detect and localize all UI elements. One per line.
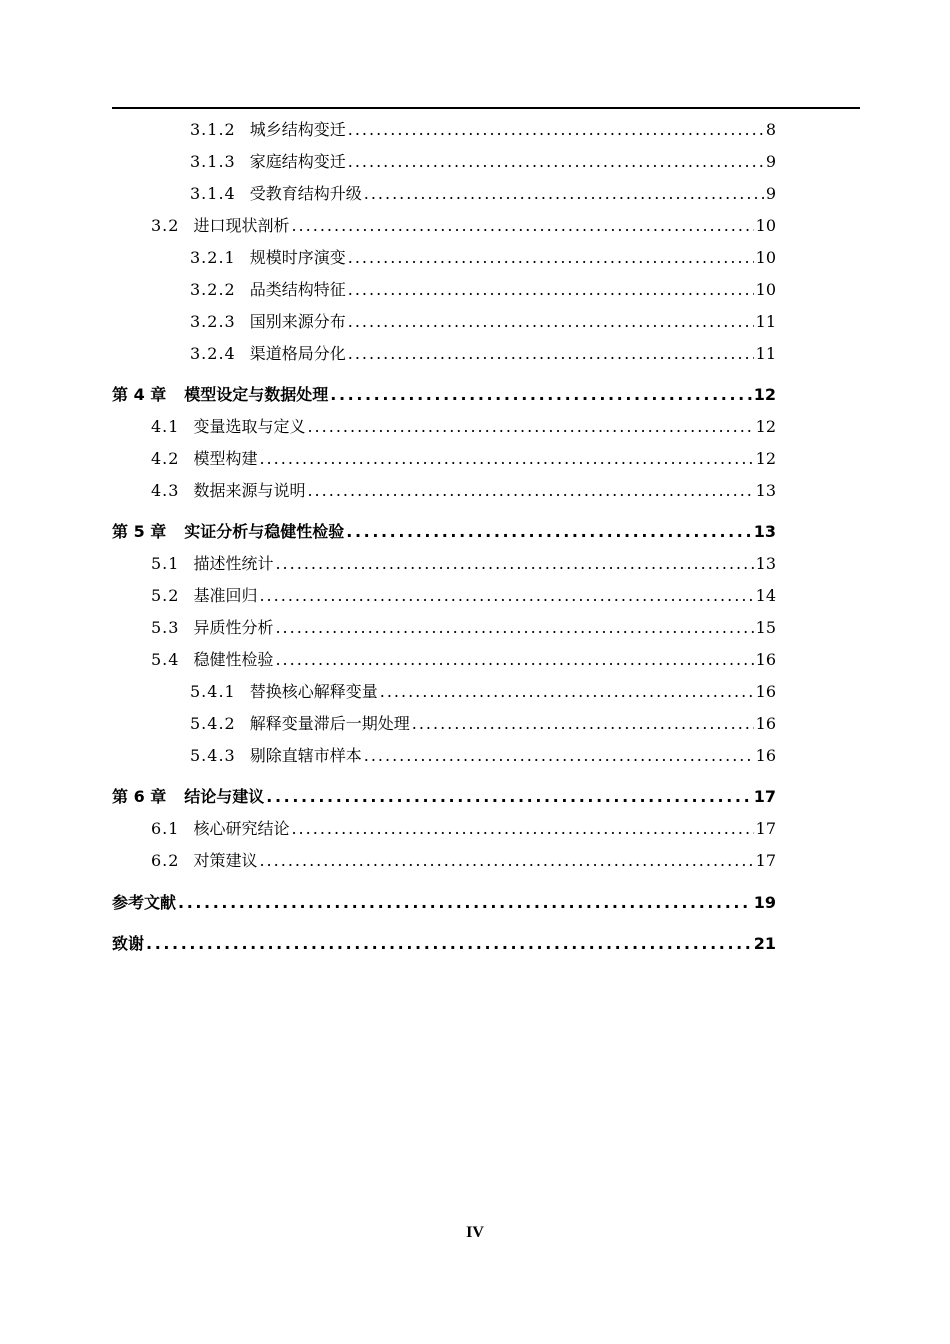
- dot-leader: [330, 383, 751, 407]
- toc-entry-title: 渠道格局分化: [249, 344, 346, 363]
- toc-entry-title: 参考文献: [112, 893, 177, 912]
- toc-entry-3-1-2[interactable]: [190, 118, 776, 142]
- toc-entry-page: 19: [753, 893, 776, 912]
- toc-entry-title: 家庭结构变迁: [249, 152, 346, 171]
- dot-leader: [291, 214, 753, 238]
- toc-entry-number: 第 6 章: [112, 787, 167, 806]
- toc-entry-3-2-3[interactable]: [190, 310, 776, 334]
- toc-entry-title: 数据来源与说明: [193, 481, 306, 500]
- toc-entry-3-2[interactable]: [151, 214, 776, 238]
- dot-leader: [275, 648, 753, 672]
- dot-leader: [307, 415, 753, 439]
- toc-entry-page: 9: [765, 152, 776, 171]
- toc-entry-number: 3.2: [151, 216, 180, 235]
- toc-entry-number: 3.2.2: [190, 280, 236, 299]
- toc-entry-title: 模型设定与数据处理: [184, 385, 329, 404]
- toc-entry-number: 4.2: [151, 449, 180, 468]
- toc-entry-number: 5.4.2: [190, 714, 236, 733]
- toc-entry-title: 剔除直辖市样本: [249, 746, 362, 765]
- toc-entry-page: 17: [753, 787, 776, 806]
- toc-entry-title: 描述性统计: [193, 554, 274, 573]
- dot-leader: [348, 118, 764, 142]
- toc-entry-3-2-2[interactable]: [190, 278, 776, 302]
- toc-entry-title: 受教育结构升级: [249, 184, 362, 203]
- dot-leader: [178, 891, 752, 915]
- toc-entry-number: 6.1: [151, 819, 180, 838]
- toc-entry-page: 10: [755, 248, 776, 267]
- toc-entry-title: 品类结构特征: [249, 280, 346, 299]
- toc-entry-6-2[interactable]: [151, 849, 776, 873]
- toc-entry-page: 13: [755, 481, 776, 500]
- dot-leader: [364, 744, 754, 768]
- toc-entry-number: 5.4: [151, 650, 180, 669]
- toc-entry-3-2-4[interactable]: [190, 342, 776, 366]
- toc-entry-3-1-4[interactable]: [190, 182, 776, 206]
- toc-entry-number: 3.2.3: [190, 312, 236, 331]
- toc-entry-number: 4.3: [151, 481, 180, 500]
- toc-entry-5-3[interactable]: [151, 616, 776, 640]
- toc-entry-page: 10: [755, 280, 776, 299]
- dot-leader: [348, 342, 754, 366]
- toc-entry-page: 13: [753, 522, 776, 541]
- toc-entry-chapter-4[interactable]: [112, 383, 776, 407]
- toc-entry-number: 5.2: [151, 586, 180, 605]
- dot-leader: [348, 246, 754, 270]
- dot-leader: [275, 616, 753, 640]
- dot-leader: [364, 182, 764, 206]
- toc-entry-number: 3.2.1: [190, 248, 236, 267]
- toc-entry-number: 5.1: [151, 554, 180, 573]
- toc-entry-page: 11: [755, 312, 776, 331]
- dot-leader: [348, 310, 754, 334]
- dot-leader: [275, 552, 753, 576]
- toc-entry-4-1[interactable]: [151, 415, 776, 439]
- toc-entry-title: 结论与建议: [184, 787, 265, 806]
- toc-entry-5-4-1[interactable]: [190, 680, 776, 704]
- toc-entry-page: 16: [755, 714, 776, 733]
- toc-entry-title: 致谢: [112, 934, 145, 953]
- dot-leader: [146, 932, 752, 956]
- dot-leader: [266, 785, 751, 809]
- toc-entry-4-2[interactable]: [151, 447, 776, 471]
- toc-entry-page: 21: [753, 934, 776, 953]
- toc-entry-title: 核心研究结论: [193, 819, 290, 838]
- toc-entry-title: 异质性分析: [193, 618, 274, 637]
- toc-entry-page: 10: [755, 216, 776, 235]
- toc-entry-5-4[interactable]: [151, 648, 776, 672]
- toc-entry-number: 3.1.2: [190, 120, 236, 139]
- toc-entry-title: 基准回归: [193, 586, 258, 605]
- dot-leader: [259, 584, 753, 608]
- dot-leader: [259, 447, 753, 471]
- toc-entry-number: 3.1.3: [190, 152, 236, 171]
- dot-leader: [307, 479, 753, 503]
- toc-entry-page: 9: [765, 184, 776, 203]
- dot-leader: [346, 520, 751, 544]
- dot-leader: [259, 849, 753, 873]
- toc-entry-title: 规模时序演变: [249, 248, 346, 267]
- toc-entry-page: 12: [755, 417, 776, 436]
- toc-entry-page: 15: [755, 618, 776, 637]
- toc-entry-3-1-3[interactable]: [190, 150, 776, 174]
- toc-entry-chapter-5[interactable]: [112, 520, 776, 544]
- toc-entry-number: 5.4.1: [190, 682, 236, 701]
- toc-entry-title: 进口现状剖析: [193, 216, 290, 235]
- toc-entry-references[interactable]: [112, 891, 776, 915]
- dot-leader: [291, 817, 753, 841]
- dot-leader: [380, 680, 754, 704]
- toc-entry-number: 6.2: [151, 851, 180, 870]
- toc-entry-5-4-2[interactable]: [190, 712, 776, 736]
- toc-entry-title: 稳健性检验: [193, 650, 274, 669]
- toc-entry-title: 对策建议: [193, 851, 258, 870]
- page-number: IV: [466, 1224, 484, 1241]
- toc-entry-title: 变量选取与定义: [193, 417, 306, 436]
- dot-leader: [412, 712, 754, 736]
- toc-entry-title: 模型构建: [193, 449, 258, 468]
- toc-entry-page: 16: [755, 682, 776, 701]
- toc-entry-title: 替换核心解释变量: [249, 682, 378, 701]
- toc-entry-number: 3.2.4: [190, 344, 236, 363]
- toc-entry-page: 16: [755, 746, 776, 765]
- toc-entry-title: 国别来源分布: [249, 312, 346, 331]
- toc-entry-6-1[interactable]: [151, 817, 776, 841]
- toc-entry-page: 17: [755, 851, 776, 870]
- toc-entry-3-2-1[interactable]: [190, 246, 776, 270]
- toc-entry-title: 城乡结构变迁: [249, 120, 346, 139]
- toc-entry-number: 5.3: [151, 618, 180, 637]
- toc-entry-page: 12: [755, 449, 776, 468]
- toc-entry-5-4-3[interactable]: [190, 744, 776, 768]
- toc-entry-page: 11: [755, 344, 776, 363]
- toc-entry-5-1[interactable]: [151, 552, 776, 576]
- toc-entry-title: 解释变量滞后一期处理: [249, 714, 410, 733]
- dot-leader: [348, 278, 754, 302]
- toc-entry-title: 实证分析与稳健性检验: [184, 522, 345, 541]
- toc-entry-4-3[interactable]: [151, 479, 776, 503]
- dot-leader: [348, 150, 764, 174]
- toc-entry-page: 12: [753, 385, 776, 404]
- toc-entry-page: 17: [755, 819, 776, 838]
- toc-entry-page: 14: [755, 586, 776, 605]
- toc-entry-chapter-6[interactable]: [112, 785, 776, 809]
- toc-entry-acknowledgements[interactable]: [112, 932, 776, 956]
- toc-entry-page: 16: [755, 650, 776, 669]
- toc-entry-page: 8: [765, 120, 776, 139]
- toc-entry-page: 13: [755, 554, 776, 573]
- toc-entry-5-2[interactable]: [151, 584, 776, 608]
- toc-entry-number: 第 5 章: [112, 522, 167, 541]
- toc-entry-number: 3.1.4: [190, 184, 236, 203]
- toc-entry-number: 4.1: [151, 417, 180, 436]
- toc-entry-number: 第 4 章: [112, 385, 167, 404]
- toc-entry-number: 5.4.3: [190, 746, 236, 765]
